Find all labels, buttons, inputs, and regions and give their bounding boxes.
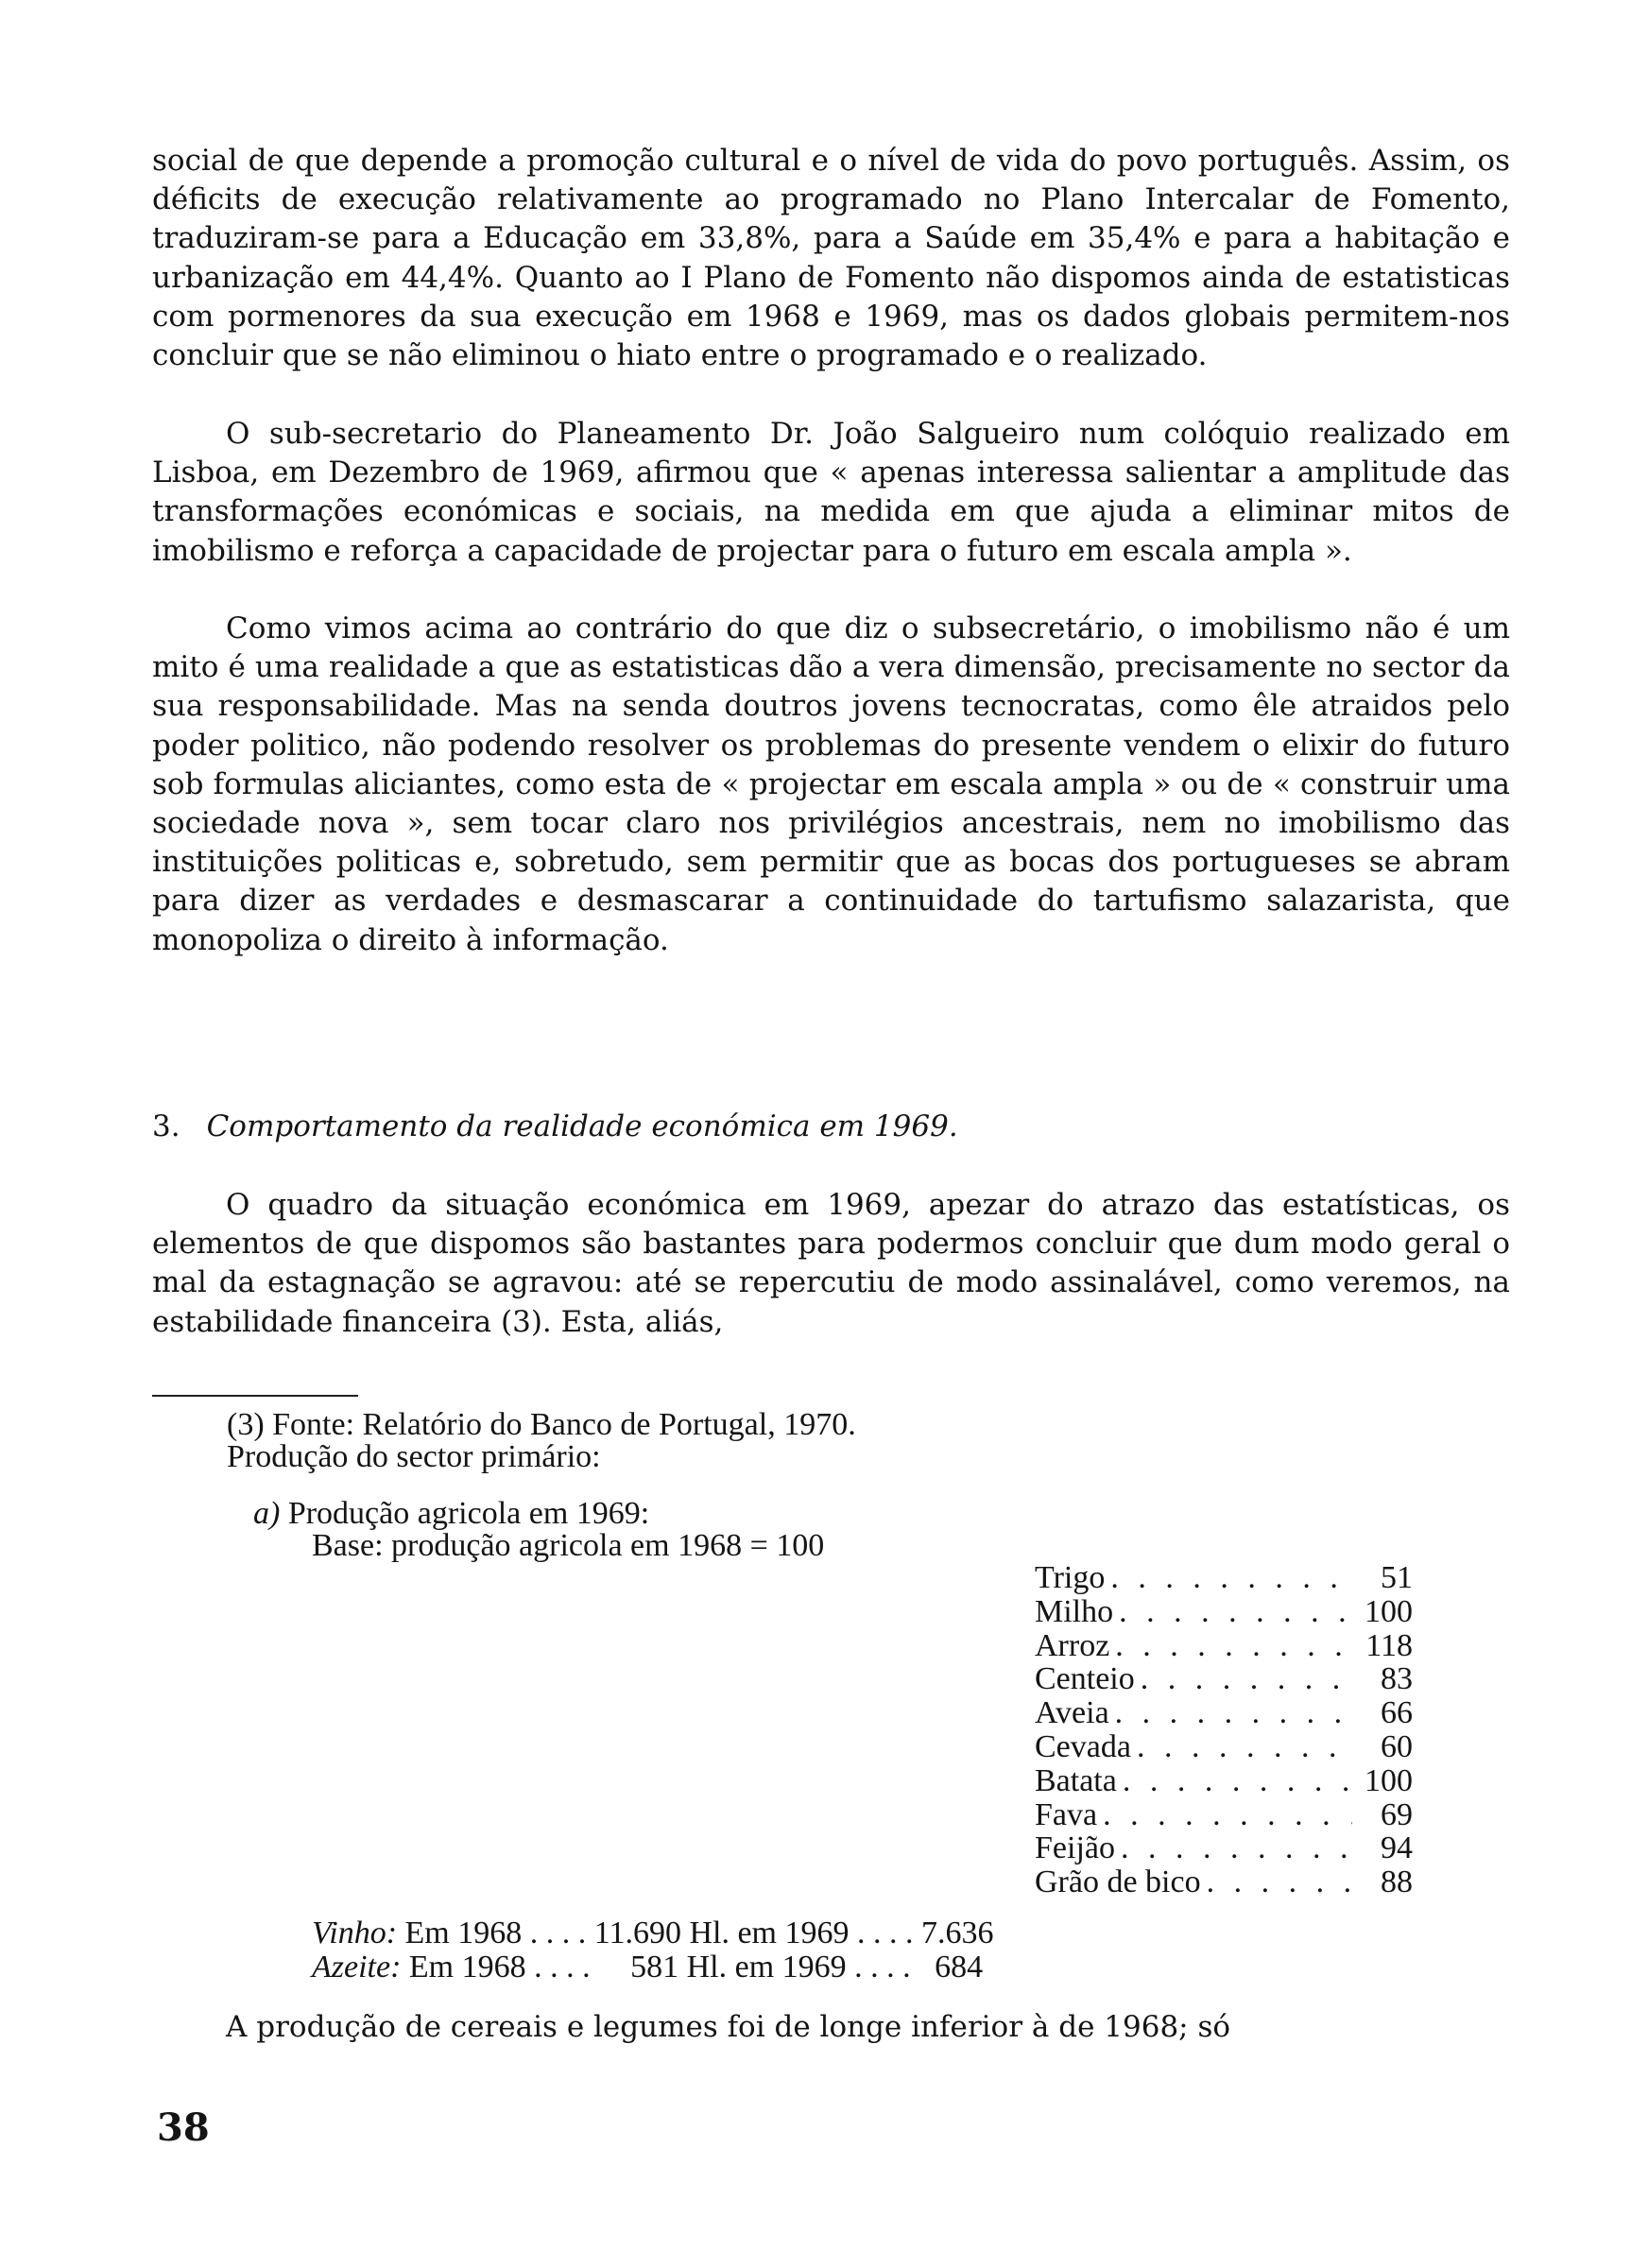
crop-production-list [1035,1561,1413,1899]
olive-oil-production [312,1950,983,1984]
footnote-divider [152,1395,358,1397]
leader-dots [1119,1595,1352,1629]
wine-values: Em 1968 . . . . 11.690 Hl. em 1969 . . . . 7.636 [397,1916,994,1950]
crop-value: 100 [1365,1762,1413,1798]
crop-value: 88 [1381,1864,1413,1900]
leader-dots [1115,1629,1352,1663]
leader-dots [1207,1865,1352,1899]
crop-value: 94 [1381,1830,1413,1866]
section-number: 3. [152,1109,180,1143]
crop-row [1035,1730,1413,1764]
paragraph-2: O sub-secretario do Planeamento Dr. João Salgueiro num colóquio realizado em Lisboa, em Dezembro de 1969, afirmou que « apenas interessa salientar a amplitude das transformações económicas e sociais, na medida em que ajuda a eliminar mitos de imobilismo e reforça a capacidade de projectar para o futuro em escala ampla ». [152,417,1510,568]
leader-dots [1110,1561,1352,1595]
crop-value: 83 [1381,1661,1413,1697]
page-number: 38 [157,2105,210,2150]
crop-value: 66 [1381,1695,1413,1731]
crop-name: Batata [1035,1762,1117,1798]
footnote-item-title-line [253,1497,649,1531]
crop-value: 100 [1365,1593,1413,1629]
olive-oil-label: Azeite: [312,1950,402,1984]
footnote-source: (3) Fonte: Relatório do Banco de Portugal, 1970. [227,1407,856,1442]
crop-name: Fava [1035,1796,1098,1832]
paragraph-1: social de que depende a promoção cultural e o nível de vida do povo português. Assim, os déficits de execução relativamente ao programado no Plano Intercalar de Fomento, traduziram-se para a Educação em 33,8%, para a Saúde em 35,4% e para a habitação e urbanização em 44,4%. Quanto ao I Plano de Fomento não dispomos ainda de estatisticas com pormenores da sua execução em 1968 e 1969, mas os dados globais permitem-nos concluir que se não eliminou o hiato entre o programado e o realizado. [152,144,1510,373]
leader-dots [1121,1831,1352,1865]
crop-name: Arroz [1035,1627,1110,1663]
leader-dots [1123,1764,1352,1798]
leader-dots [1103,1798,1352,1832]
crop-row [1035,1764,1413,1798]
wine-label: Vinho: [312,1916,398,1950]
leader-dots [1115,1696,1352,1730]
crop-row [1035,1561,1413,1595]
crop-name: Grão de bico [1035,1864,1201,1900]
closing-line: A produção de cereais e legumes foi de longe inferior à de 1968; só [226,2010,1231,2044]
crop-row [1035,1831,1413,1865]
crop-name: Centeio [1035,1661,1135,1697]
leader-dots [1141,1662,1352,1696]
footnote-subtitle: Produção do sector primário: [227,1439,601,1474]
olive-oil-values: Em 1968 . . . . 581 Hl. em 1969 . . . . 684 [401,1950,984,1984]
section-heading [152,1108,958,1145]
paragraph-3: Como vimos acima ao contrário do que diz o subsecretário, o imobilismo não é um mito é uma realidade a que as estatisticas dão a vera dimensão, precisamente no sector da sua responsabilidade. Mas na senda doutros jovens tecnocratas, como êle atraidos pelo poder politico, não podendo resolver os problemas do presente vendem o elixir do futuro sob formulas aliciantes, como esta de « projectar em escala ampla » ou de « construir uma sociedade nova », sem tocar claro nos privilégios ancestrais, nem no imobilismo das instituições politicas e, sobretudo, sem permitir que as bocas dos portugueses se abram para dizer as verdades e desmascarar a continuidade do tartufismo salazarista, que monopoliza o direito à informação. [152,611,1510,957]
footnote-item-title: Produção agricola em 1969: [287,1496,650,1531]
crop-row [1035,1629,1413,1663]
crop-row [1035,1662,1413,1696]
crop-value: 51 [1381,1560,1413,1595]
footnote-item-base: Base: produção agricola em 1968 = 100 [312,1528,825,1563]
crop-value: 69 [1381,1796,1413,1832]
crop-row [1035,1798,1413,1832]
wine-production [312,1916,994,1950]
section-paragraph: O quadro da situação económica em 1969, apezar do atrazo das estatísticas, os elementos de que dispomos são bastantes para podermos concluir que dum modo geral o mal da estagnação se agravou: até se repercutiu de modo assinalável, como veremos, na estabilidade financeira (3). Esta, aliás, [152,1188,1510,1339]
crop-name: Trigo [1035,1560,1106,1595]
crop-value: 60 [1381,1728,1413,1764]
section-title: Comportamento da realidade económica em 1969. [206,1109,958,1143]
crop-row [1035,1696,1413,1730]
crop-row [1035,1595,1413,1629]
crop-name: Cevada [1035,1728,1131,1764]
crop-name: Aveia [1035,1695,1109,1731]
footnote-item-marker: a) [253,1496,281,1531]
leader-dots [1137,1730,1352,1764]
crop-name: Milho [1035,1593,1114,1629]
crop-name: Feijão [1035,1830,1115,1866]
crop-row [1035,1865,1413,1899]
crop-value: 118 [1365,1627,1413,1663]
